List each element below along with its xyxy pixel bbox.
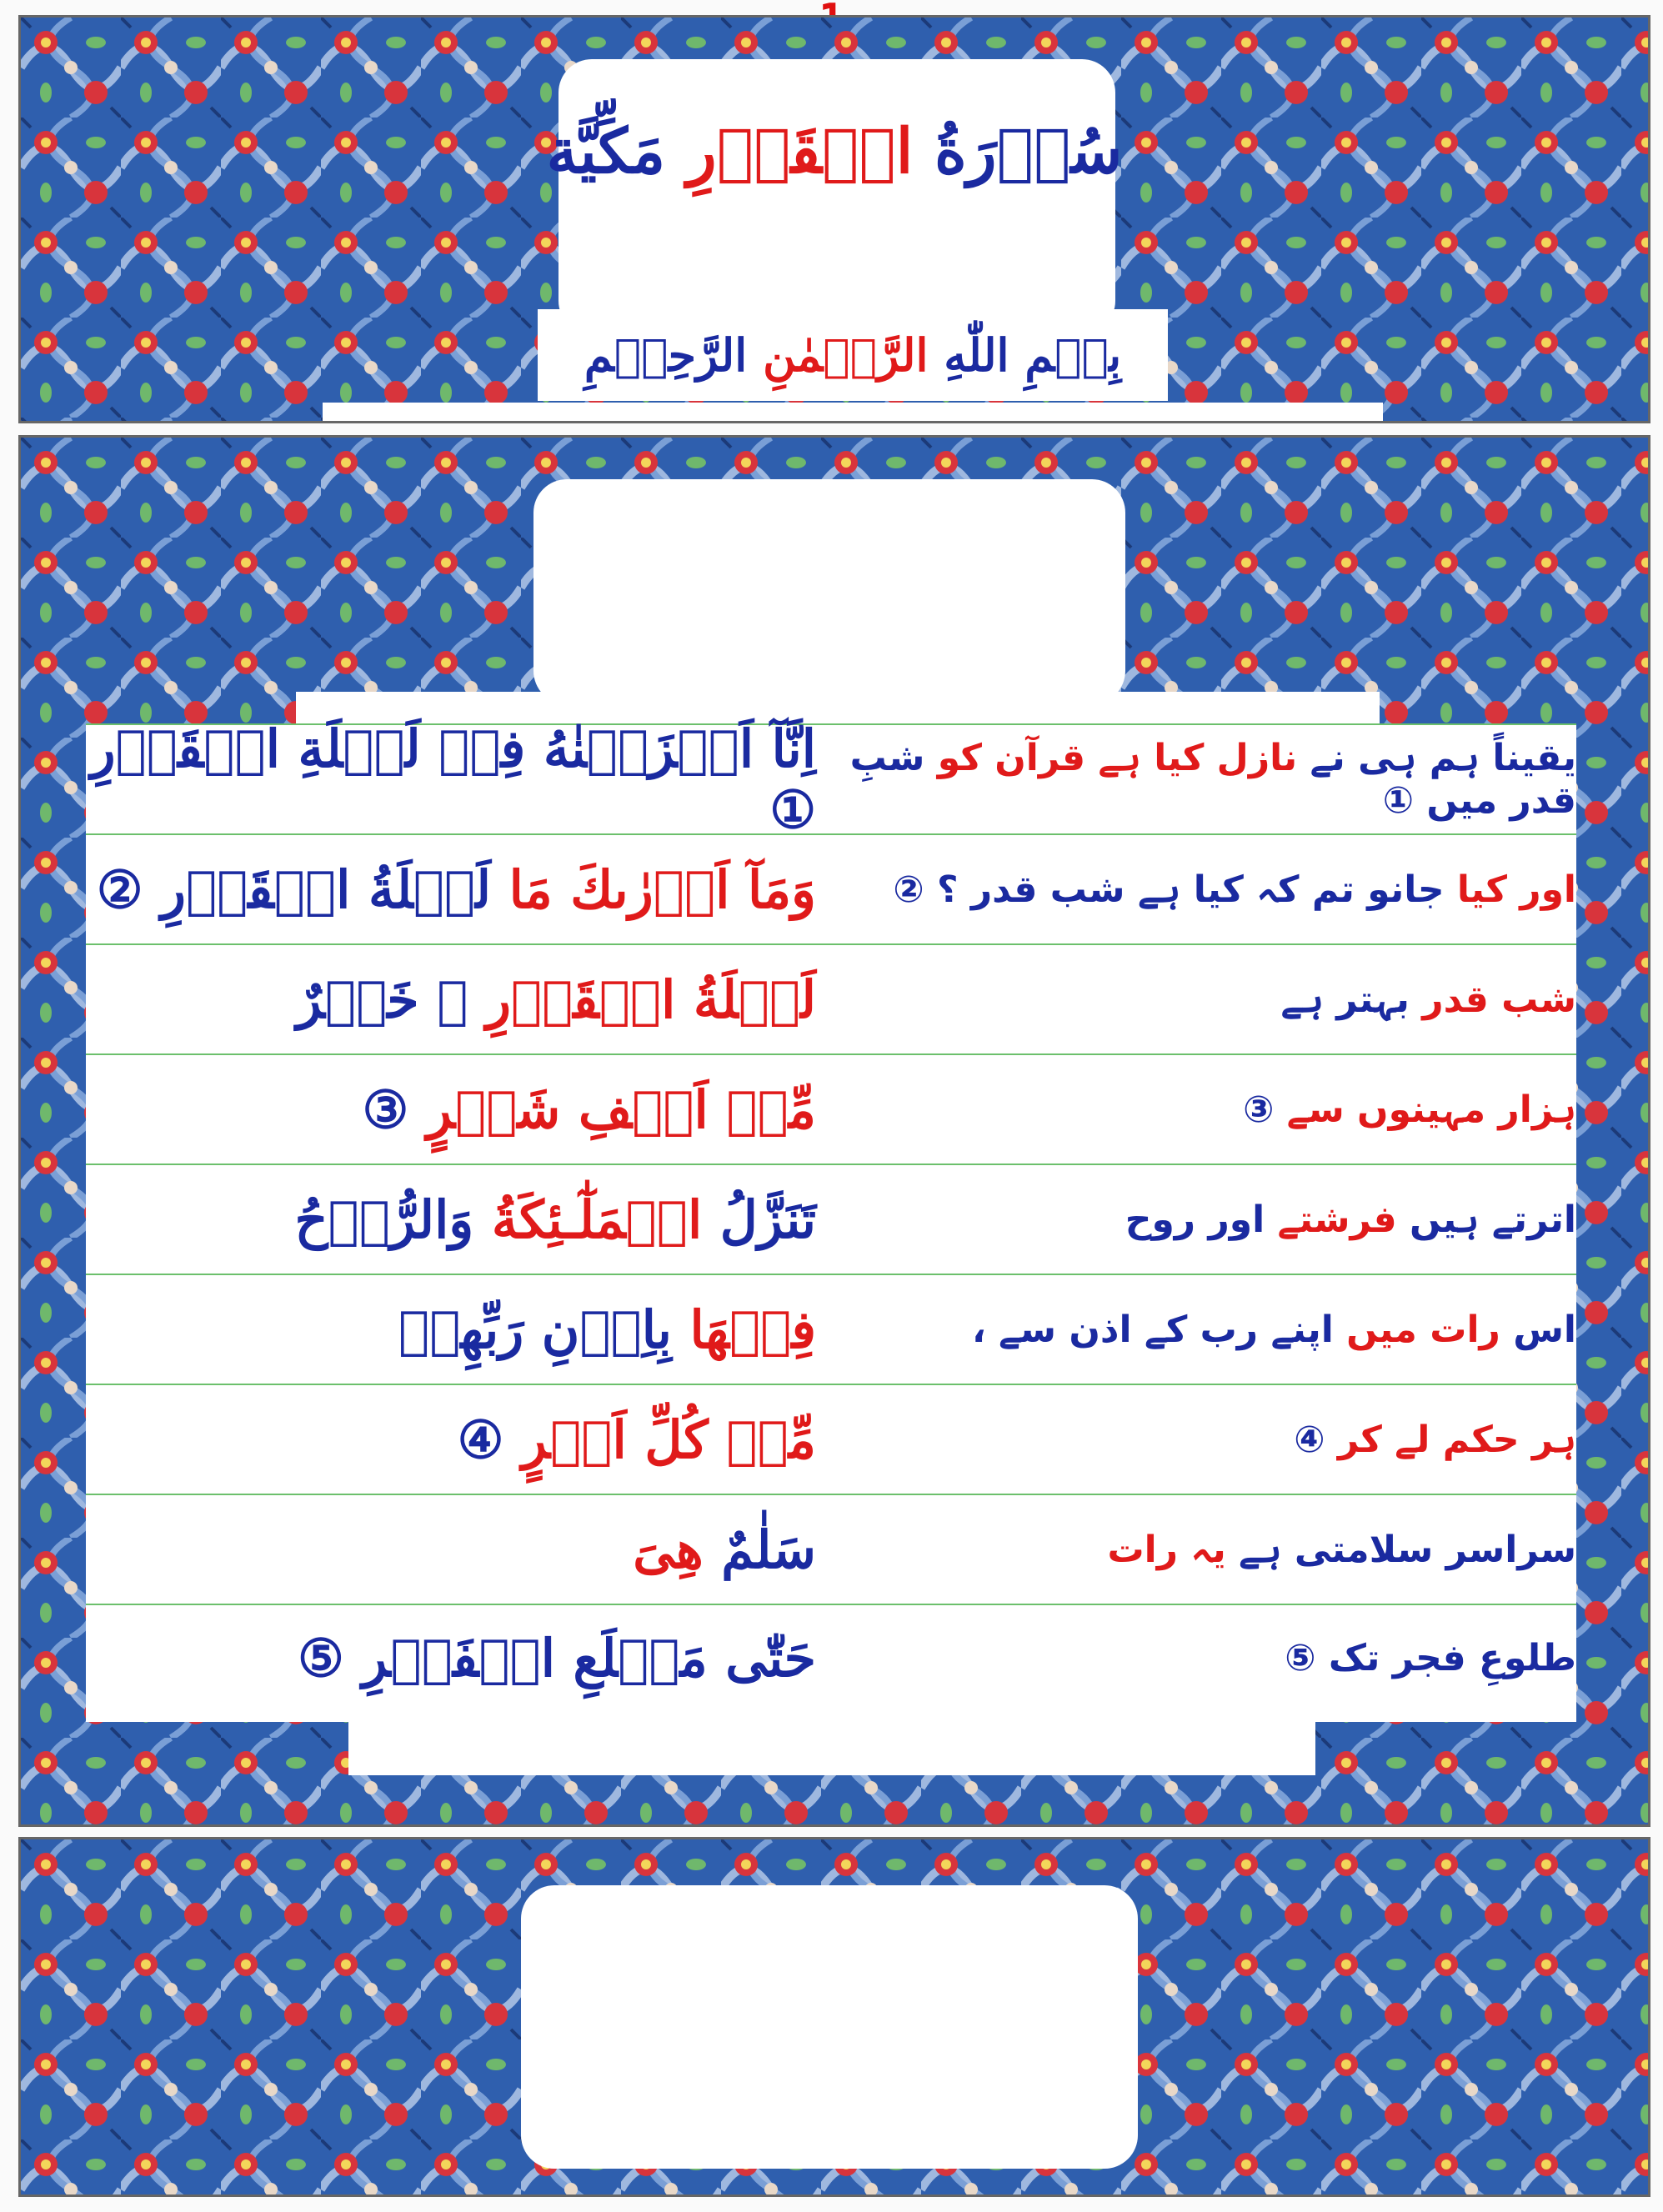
lower-cartouche — [521, 1885, 1138, 2169]
table-row — [86, 1275, 1576, 1385]
urdu-translation: اس رات میں اپنے رب کے اذن سے ، — [971, 1308, 1576, 1351]
arabic-verse: مِّنۡ كُلِّ اَمۡرٍ ④ — [457, 1409, 816, 1470]
urdu-translation: شب قدر بہتر ہے — [1280, 978, 1576, 1021]
arabic-verse: تَنَزَّلُ الۡمَلٰٓـئِكَةُ وَالرُّوۡحُ — [294, 1189, 816, 1250]
urdu-translation: طلوعِ فجر تک ⑤ — [1285, 1636, 1576, 1679]
arabic-verse: فِيۡهَا بِاِذۡنِ رَبِّهِمۡ — [398, 1299, 816, 1360]
title-cartouche — [559, 59, 1115, 334]
arabic-verse: سَلٰمٌ هِىَ — [633, 1519, 816, 1580]
arabic-verse: حَتّٰى مَطۡلَعِ الۡفَجۡرِ ⑤ — [298, 1627, 816, 1689]
table-row — [86, 1165, 1576, 1275]
basmala-part1: بِسۡمِ اللّٰهِ — [928, 328, 1122, 382]
table-row — [86, 835, 1576, 945]
table-footer-band — [348, 1720, 1315, 1775]
ornamental-footer-panel — [18, 1837, 1650, 2197]
table-row — [86, 1055, 1576, 1165]
basmala-bar — [323, 403, 1383, 423]
arabic-verse: اِنَّآ اَنۡزَلۡنٰهُ فِىۡ لَيۡلَةِ الۡقَدۡرِ ① — [90, 718, 816, 840]
upper-cartouche — [533, 479, 1125, 704]
arabic-verse: مِّنۡ اَلۡفِ شَهۡرٍ ③ — [362, 1078, 816, 1140]
urdu-translation: ہزار مہینوں سے ③ — [1243, 1088, 1576, 1131]
arabic-verse: وَمَآ اَدۡرٰٮكَ مَا لَيۡلَةُ الۡقَدۡرِ ② — [96, 858, 816, 920]
surah-title — [21, 116, 1648, 188]
urdu-translation: اور کیا جانو تم کہ کیا ہے شب قدر ؟ ② — [893, 868, 1576, 911]
arabic-verse: لَيۡلَةُ الۡقَدۡرِ ۙ خَيۡرٌ — [296, 968, 816, 1030]
ornamental-header-panel — [18, 15, 1650, 423]
urdu-translation: یقیناً ہم ہی نے نازل کیا ہے قرآن کو شبِ قدر میں ① — [849, 737, 1576, 822]
table-row — [86, 1385, 1576, 1495]
surah-title-suffix: مَكِّيَّة — [546, 116, 687, 188]
surah-title-prefix: سُوۡرَةُ — [913, 116, 1123, 188]
table-row — [86, 718, 1576, 840]
basmala-part3: الرَّحِيۡمِ — [584, 328, 764, 382]
surah-title-name: الۡقَدۡرِ — [686, 116, 914, 188]
urdu-translation: سراسر سلامتی ہے یہ رات — [1107, 1528, 1576, 1571]
urdu-translation: ہر حکم لے کر ④ — [1294, 1418, 1576, 1461]
verse-translation-table — [86, 718, 1576, 1722]
basmala-part2: الرَّحۡمٰنِ — [763, 328, 929, 382]
table-row — [86, 1605, 1576, 1710]
table-row — [86, 945, 1576, 1055]
urdu-translation: اترتے ہیں فرشتے اور روح — [1125, 1198, 1576, 1241]
table-row — [86, 1495, 1576, 1605]
basmala — [538, 309, 1168, 401]
